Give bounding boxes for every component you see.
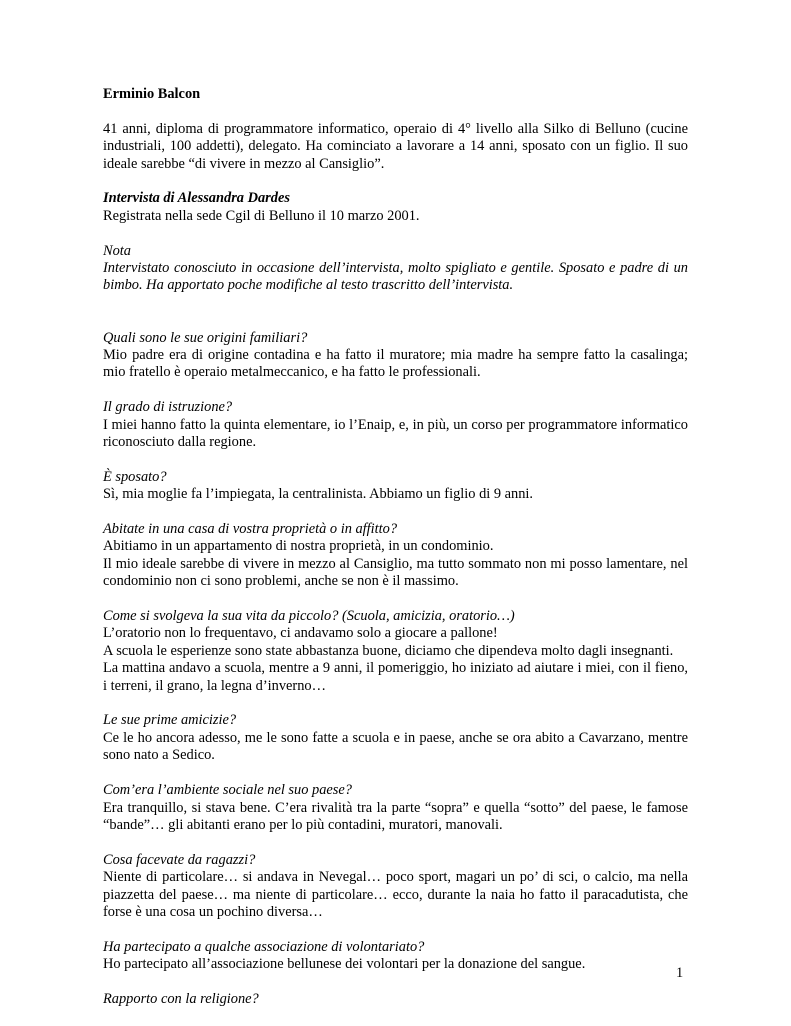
answer: Era tranquillo, si stava bene. C’era rivalità tra la parte “sopra” e quella “sotto” del paese, le famose “bande”… gli abitanti erano per lo più contadini, muratori, manovali. (103, 799, 688, 833)
qa-item (103, 852, 688, 922)
qa-item (103, 991, 688, 1008)
question: Abitate in una casa di vostra proprietà o in affitto? (103, 521, 398, 538)
answer: I miei hanno fatto la quinta elementare, io l’Enaip, e, in più, un corso per programmatore informatico riconosciuto dalla regione. (103, 416, 688, 451)
answer: Abitiamo in un appartamento di nostra proprietà, in un condominio. (103, 538, 494, 555)
answer: Sì, mia moglie fa l’impiegata, la centralinista. Abbiamo un figlio di 9 anni. (103, 486, 534, 503)
answer: La mattina andavo a scuola, mentre a 9 anni, il pomeriggio, ho iniziato ad aiutare i miei, con il fieno, i terreni, il grano, la legna d’inverno… (103, 660, 688, 694)
question: Com’era l’ambiente sociale nel suo paese? (103, 782, 352, 799)
answer: Ho partecipato all’associazione bellunese dei volontari per la donazione del sangue. (103, 956, 586, 973)
question: Le sue prime amicizie? (103, 712, 237, 729)
qa-item (103, 469, 688, 504)
question: Come si svolgeva la sua vita da piccolo? (Scuola, amicizia, oratorio…) (103, 608, 515, 625)
question: È sposato? (103, 468, 167, 485)
document-title: Erminio Balcon (103, 86, 201, 102)
qa-item (103, 330, 688, 382)
qa-item (103, 939, 688, 974)
answer: Il mio ideale sarebbe di vivere in mezzo al Cansiglio, ma tutto sommato non mi posso lamentare, nel condominio non ci sono problemi, anche se non è il massimo. (103, 555, 688, 590)
document-page (103, 86, 688, 1026)
qa-item (103, 712, 688, 764)
question: Cosa facevate da ragazzi? (103, 851, 256, 868)
note-block (103, 243, 688, 295)
answer: Mio padre era di origine contadina e ha fatto il muratore; mia madre ha sempre fatto la casalinga; mio fratello è operaio metalmeccanico, e ha fatto le professionali. (103, 347, 688, 381)
note-text: Intervistato conosciuto in occasione dell’intervista, molto spigliato e gentile. Sposato e padre di un bimbo. Ha apportato poche modifiche al testo trascritto dell’intervista. (103, 260, 688, 294)
page-number: 1 (676, 965, 684, 981)
note-label: Nota (103, 242, 131, 259)
interviewer-line: Intervista di Alessandra Dardes (103, 190, 290, 207)
question: Rapporto con la religione? (103, 990, 259, 1007)
answer: Niente di particolare… si andava in Nevegal… poco sport, magari un po’ di sci, o calcio, ma nella piazzetta del paese… ma niente di particolare… ecco, durante la naia ho fatto il paracadutista, che forse è una cosa un pochino diversa… (103, 869, 688, 920)
answer: Ce le ho ancora adesso, me le sono fatte a scuola e in paese, anche se ora abito a Cavarzano, mentre sono nato a Sedico. (103, 729, 688, 764)
qa-item (103, 782, 688, 834)
recording-info: Registrata nella sede Cgil di Belluno il 10 marzo 2001. (103, 207, 420, 224)
qa-item (103, 608, 688, 695)
intro-paragraph: 41 anni, diploma di programmatore informatico, operaio di 4° livello alla Silko di Belluno (cucine industriali, 100 addetti), delegato. Ha cominciato a lavorare a 14 anni, sposato con un figlio. Il suo ideale sarebbe “di vivere in mezzo al Cansiglio”. (103, 120, 688, 172)
question: Quali sono le sue origini familiari? (103, 329, 308, 346)
answer: A scuola le esperienze sono state abbastanza buone, diciamo che dipendeva molto dagli insegnanti. (103, 642, 674, 659)
question: Il grado di istruzione? (103, 399, 233, 416)
question: Ha partecipato a qualche associazione di volontariato? (103, 938, 425, 955)
answer: L’oratorio non lo frequentavo, ci andavamo solo a giocare a pallone! (103, 625, 498, 642)
qa-item (103, 521, 688, 591)
qa-item (103, 399, 688, 451)
